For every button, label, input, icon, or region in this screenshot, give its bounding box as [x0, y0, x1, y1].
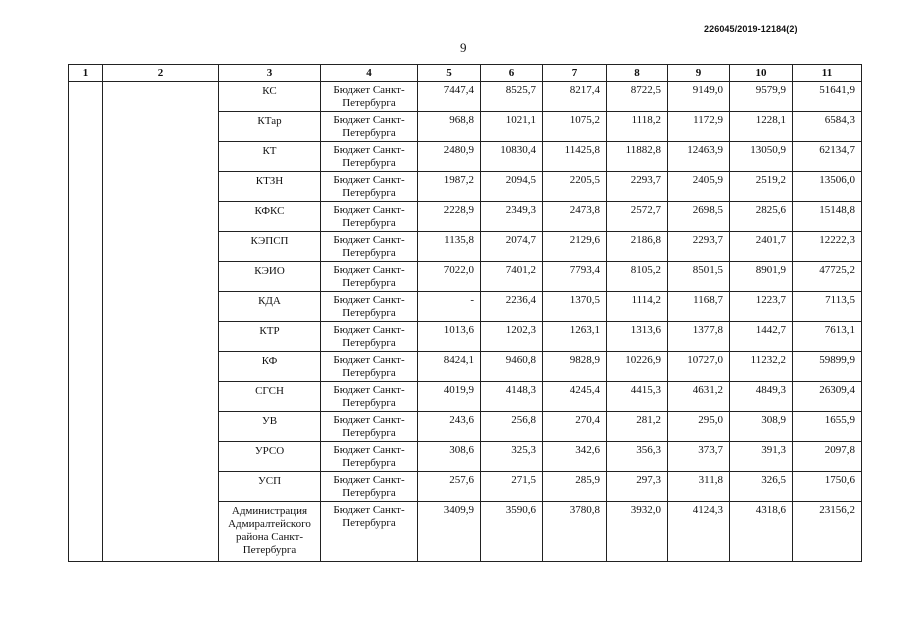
value-cell-col6: 8525,7 [481, 82, 543, 112]
value-cell-col9: 12463,9 [668, 142, 730, 172]
organization-cell: УРСО [219, 442, 321, 472]
value-cell-col8: 2186,8 [607, 232, 668, 262]
value-cell-col10: 391,3 [730, 442, 793, 472]
value-cell-col7: 3780,8 [543, 502, 607, 562]
value-cell-col5: 7022,0 [418, 262, 481, 292]
organization-cell: КТар [219, 112, 321, 142]
value-cell-col6: 3590,6 [481, 502, 543, 562]
value-cell-col10: 11232,2 [730, 352, 793, 382]
value-cell-col5: 308,6 [418, 442, 481, 472]
value-cell-col10: 308,9 [730, 412, 793, 442]
value-cell-col11: 59899,9 [793, 352, 862, 382]
value-cell-col5: 1135,8 [418, 232, 481, 262]
value-cell-col5: 8424,1 [418, 352, 481, 382]
funding-source-cell: Бюджет Санкт-Петербурга [321, 472, 418, 502]
budget-table [68, 64, 862, 562]
funding-source-cell: Бюджет Санкт-Петербурга [321, 412, 418, 442]
value-cell-col8: 3932,0 [607, 502, 668, 562]
value-cell-col7: 8217,4 [543, 82, 607, 112]
column-header-5: 5 [418, 65, 481, 82]
value-cell-col8: 10226,9 [607, 352, 668, 382]
table-body [69, 82, 862, 562]
value-cell-col5: 4019,9 [418, 382, 481, 412]
value-cell-col8: 297,3 [607, 472, 668, 502]
organization-cell: КЭИО [219, 262, 321, 292]
value-cell-col6: 271,5 [481, 472, 543, 502]
value-cell-col8: 8722,5 [607, 82, 668, 112]
value-cell-col7: 7793,4 [543, 262, 607, 292]
value-cell-col7: 270,4 [543, 412, 607, 442]
value-cell-col6: 1021,1 [481, 112, 543, 142]
value-cell-col10: 326,5 [730, 472, 793, 502]
funding-source-cell: Бюджет Санкт-Петербурга [321, 202, 418, 232]
column-header-10: 10 [730, 65, 793, 82]
organization-cell: КТ [219, 142, 321, 172]
value-cell-col11: 12222,3 [793, 232, 862, 262]
funding-source-cell: Бюджет Санкт-Петербурга [321, 82, 418, 112]
value-cell-col8: 1313,6 [607, 322, 668, 352]
value-cell-col7: 1263,1 [543, 322, 607, 352]
value-cell-col9: 10727,0 [668, 352, 730, 382]
value-cell-col6: 2236,4 [481, 292, 543, 322]
value-cell-col5: 2480,9 [418, 142, 481, 172]
value-cell-col5: 1013,6 [418, 322, 481, 352]
value-cell-col9: 2698,5 [668, 202, 730, 232]
organization-cell: УВ [219, 412, 321, 442]
value-cell-col9: 8501,5 [668, 262, 730, 292]
value-cell-col11: 47725,2 [793, 262, 862, 292]
funding-source-cell: Бюджет Санкт-Петербурга [321, 502, 418, 562]
value-cell-col7: 285,9 [543, 472, 607, 502]
funding-source-cell: Бюджет Санкт-Петербурга [321, 142, 418, 172]
funding-source-cell: Бюджет Санкт-Петербурга [321, 292, 418, 322]
header-row [69, 65, 862, 82]
organization-cell: СГСН [219, 382, 321, 412]
value-cell-col8: 1118,2 [607, 112, 668, 142]
value-cell-col8: 2572,7 [607, 202, 668, 232]
value-cell-col10: 1442,7 [730, 322, 793, 352]
funding-source-cell: Бюджет Санкт-Петербурга [321, 232, 418, 262]
organization-cell: КФКС [219, 202, 321, 232]
column-header-9: 9 [668, 65, 730, 82]
value-cell-col7: 11425,8 [543, 142, 607, 172]
value-cell-col6: 256,8 [481, 412, 543, 442]
value-cell-col5: 257,6 [418, 472, 481, 502]
value-cell-col6: 325,3 [481, 442, 543, 472]
empty-cell-col1 [69, 82, 103, 562]
value-cell-col9: 4124,3 [668, 502, 730, 562]
value-cell-col5: 7447,4 [418, 82, 481, 112]
organization-cell: КДА [219, 292, 321, 322]
value-cell-col10: 2519,2 [730, 172, 793, 202]
value-cell-col8: 281,2 [607, 412, 668, 442]
value-cell-col11: 62134,7 [793, 142, 862, 172]
value-cell-col8: 8105,2 [607, 262, 668, 292]
value-cell-col9: 311,8 [668, 472, 730, 502]
organization-cell: КТЗН [219, 172, 321, 202]
value-cell-col8: 2293,7 [607, 172, 668, 202]
value-cell-col9: 1172,9 [668, 112, 730, 142]
value-cell-col10: 9579,9 [730, 82, 793, 112]
table-row [69, 82, 862, 112]
value-cell-col8: 356,3 [607, 442, 668, 472]
value-cell-col5: 2228,9 [418, 202, 481, 232]
value-cell-col9: 1377,8 [668, 322, 730, 352]
value-cell-col9: 4631,2 [668, 382, 730, 412]
value-cell-col6: 4148,3 [481, 382, 543, 412]
column-header-3: 3 [219, 65, 321, 82]
value-cell-col5: 1987,2 [418, 172, 481, 202]
organization-cell: КЭПСП [219, 232, 321, 262]
value-cell-col11: 13506,0 [793, 172, 862, 202]
value-cell-col11: 7113,5 [793, 292, 862, 322]
value-cell-col11: 15148,8 [793, 202, 862, 232]
value-cell-col5: 243,6 [418, 412, 481, 442]
value-cell-col6: 2074,7 [481, 232, 543, 262]
column-header-4: 4 [321, 65, 418, 82]
value-cell-col7: 2473,8 [543, 202, 607, 232]
organization-cell: КФ [219, 352, 321, 382]
value-cell-col11: 7613,1 [793, 322, 862, 352]
organization-cell: УСП [219, 472, 321, 502]
value-cell-col7: 1075,2 [543, 112, 607, 142]
value-cell-col11: 26309,4 [793, 382, 862, 412]
funding-source-cell: Бюджет Санкт-Петербурга [321, 352, 418, 382]
funding-source-cell: Бюджет Санкт-Петербурга [321, 262, 418, 292]
value-cell-col8: 11882,8 [607, 142, 668, 172]
page-number: 9 [460, 40, 467, 55]
document-code: 226045/2019-12184(2) [704, 24, 798, 34]
value-cell-col7: 2205,5 [543, 172, 607, 202]
column-header-8: 8 [607, 65, 668, 82]
value-cell-col11: 1655,9 [793, 412, 862, 442]
value-cell-col8: 4415,3 [607, 382, 668, 412]
organization-cell: КТР [219, 322, 321, 352]
funding-source-cell: Бюджет Санкт-Петербурга [321, 112, 418, 142]
column-header-7: 7 [543, 65, 607, 82]
value-cell-col5: 3409,9 [418, 502, 481, 562]
value-cell-col11: 6584,3 [793, 112, 862, 142]
value-cell-col11: 23156,2 [793, 502, 862, 562]
value-cell-col10: 4849,3 [730, 382, 793, 412]
value-cell-col6: 2094,5 [481, 172, 543, 202]
value-cell-col7: 2129,6 [543, 232, 607, 262]
value-cell-col9: 373,7 [668, 442, 730, 472]
value-cell-col6: 9460,8 [481, 352, 543, 382]
value-cell-col7: 1370,5 [543, 292, 607, 322]
empty-cell-col2 [103, 82, 219, 562]
funding-source-cell: Бюджет Санкт-Петербурга [321, 382, 418, 412]
value-cell-col6: 1202,3 [481, 322, 543, 352]
value-cell-col10: 2401,7 [730, 232, 793, 262]
value-cell-col10: 4318,6 [730, 502, 793, 562]
value-cell-col6: 10830,4 [481, 142, 543, 172]
value-cell-col10: 2825,6 [730, 202, 793, 232]
value-cell-col10: 8901,9 [730, 262, 793, 292]
value-cell-col9: 295,0 [668, 412, 730, 442]
value-cell-col9: 1168,7 [668, 292, 730, 322]
value-cell-col7: 4245,4 [543, 382, 607, 412]
value-cell-col7: 342,6 [543, 442, 607, 472]
value-cell-col10: 1223,7 [730, 292, 793, 322]
value-cell-col11: 2097,8 [793, 442, 862, 472]
value-cell-col11: 1750,6 [793, 472, 862, 502]
funding-source-cell: Бюджет Санкт-Петербурга [321, 172, 418, 202]
column-header-11: 11 [793, 65, 862, 82]
value-cell-col7: 9828,9 [543, 352, 607, 382]
value-cell-col10: 13050,9 [730, 142, 793, 172]
funding-source-cell: Бюджет Санкт-Петербурга [321, 442, 418, 472]
organization-cell: КС [219, 82, 321, 112]
value-cell-col6: 2349,3 [481, 202, 543, 232]
column-header-2: 2 [103, 65, 219, 82]
value-cell-col9: 2405,9 [668, 172, 730, 202]
value-cell-col6: 7401,2 [481, 262, 543, 292]
value-cell-col8: 1114,2 [607, 292, 668, 322]
value-cell-col10: 1228,1 [730, 112, 793, 142]
funding-source-cell: Бюджет Санкт-Петербурга [321, 322, 418, 352]
column-header-1: 1 [69, 65, 103, 82]
value-cell-col11: 51641,9 [793, 82, 862, 112]
column-header-6: 6 [481, 65, 543, 82]
value-cell-col5: 968,8 [418, 112, 481, 142]
value-cell-col9: 2293,7 [668, 232, 730, 262]
value-cell-col9: 9149,0 [668, 82, 730, 112]
organization-cell: Администрация Адмиралтейского района Санкт-Петербурга [219, 502, 321, 562]
value-cell-col5: - [418, 292, 481, 322]
